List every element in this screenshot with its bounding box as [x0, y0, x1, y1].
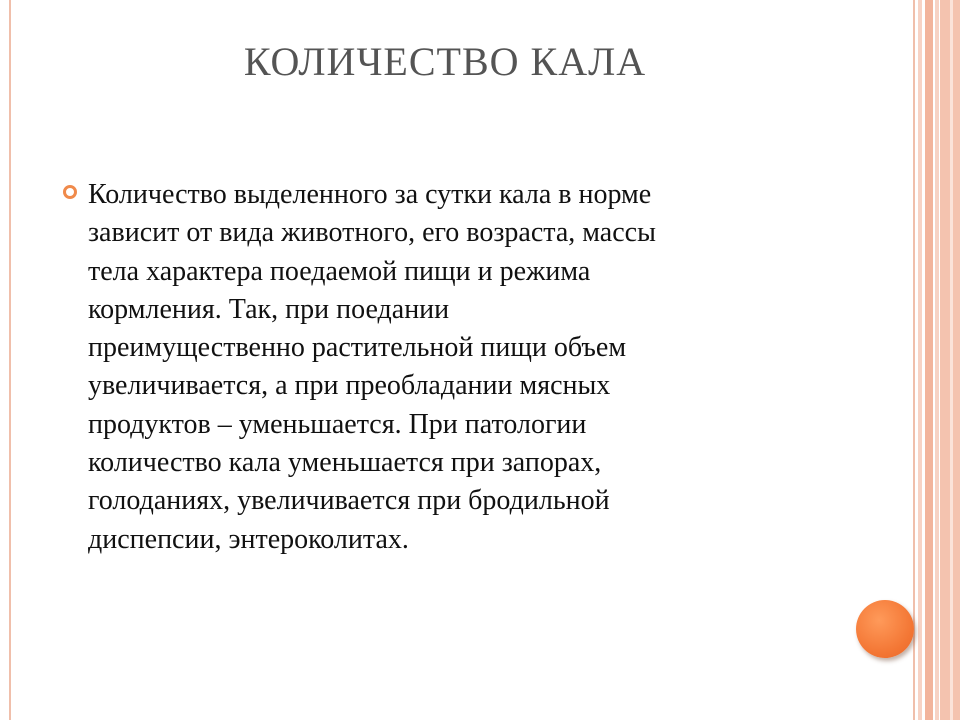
side-stripe: [935, 0, 939, 720]
side-stripe: [918, 0, 922, 720]
text-line: продуктов – уменьшается. При патологии: [88, 408, 587, 440]
text-line: голоданиях, увеличивается при бродильной: [88, 485, 610, 517]
text-line: диспепсии, энтероколитах.: [88, 523, 409, 555]
text-line: количество кала уменьшается при запорах,: [88, 447, 602, 479]
text-line: зависит от вида животного, его возраста, массы: [88, 217, 656, 249]
text-line: кормления. Так, при поедании: [88, 293, 450, 325]
slide-title: КОЛИЧЕСТВО КАЛА: [243, 39, 647, 84]
text-line: увеличивается, а при преобладании мясных: [88, 370, 611, 402]
bullet-text: [88, 176, 818, 559]
text-line: Количество выделенного за сутки кала в норме: [88, 179, 652, 210]
orange-circle-icon: [856, 600, 914, 658]
text-line: тела характера поедаемой пищи и режима: [88, 255, 591, 287]
side-stripe: [950, 0, 953, 720]
ring-bullet-icon: [63, 185, 77, 199]
text-line: преимущественно растительной пищи объем: [88, 332, 627, 364]
side-stripe: [925, 0, 933, 720]
